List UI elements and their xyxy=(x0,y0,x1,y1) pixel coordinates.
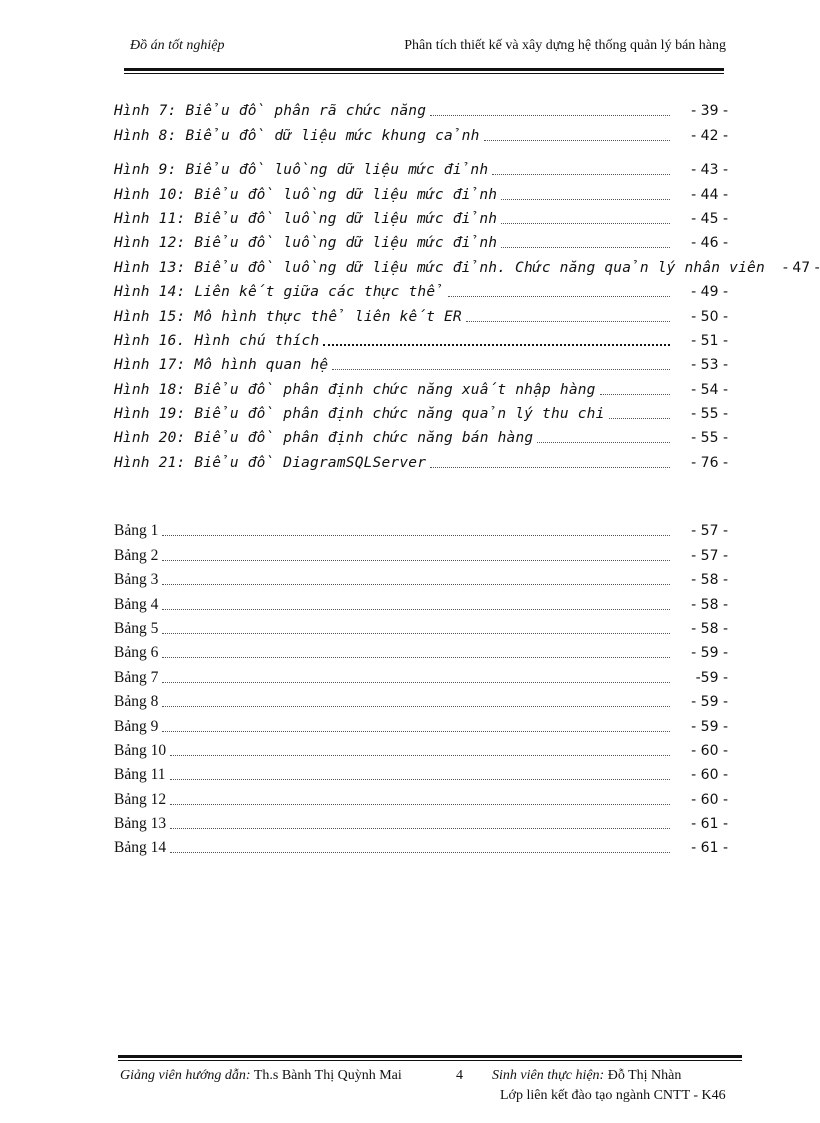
dot-leader xyxy=(430,115,670,116)
figure-entry[interactable] xyxy=(114,301,728,325)
figure-list xyxy=(114,96,820,472)
figure-entry-label: Hình 18: Biểu đồ phân định chức năng xuất nhập hàng xyxy=(114,381,596,398)
table-entry-label: Bảng 2 xyxy=(114,546,159,564)
table-entry-label: Bảng 5 xyxy=(114,619,159,637)
table-entry[interactable] xyxy=(114,516,728,540)
figure-entry-page: - 54 - xyxy=(691,381,728,398)
figure-entry-label: Hình 10: Biểu đồ luồng dữ liệu mức đỉnh xyxy=(114,186,498,203)
table-entry-label: Bảng 9 xyxy=(114,717,159,735)
footer-student-label: Sinh viên thực hiện: xyxy=(492,1068,605,1083)
figure-entry-label: Hình 7: Biểu đồ phân rã chức năng xyxy=(114,103,427,120)
footer-class: Lớp liên kết đào tạo ngành CNTT - K46 xyxy=(500,1088,726,1103)
table-entry[interactable] xyxy=(114,833,728,857)
dot-leader xyxy=(332,369,670,370)
figure-entry-page: - 43 - xyxy=(691,162,728,179)
table-entry-label: Bảng 14 xyxy=(114,839,167,857)
dot-leader xyxy=(609,418,670,419)
table-entry[interactable] xyxy=(114,540,728,564)
table-entry-label: Bảng 6 xyxy=(114,644,159,662)
table-entry-page: - 60 - xyxy=(691,742,728,759)
table-entry-label: Bảng 1 xyxy=(114,522,159,540)
footer-advisor-name: Th.s Bành Thị Quỳnh Mai xyxy=(253,1068,402,1083)
dot-leader xyxy=(448,296,670,297)
table-entry[interactable] xyxy=(114,614,728,638)
table-entry-label: Bảng 10 xyxy=(114,741,167,759)
footer-student xyxy=(492,1068,681,1084)
table-entry-label: Bảng 8 xyxy=(114,693,159,711)
table-entry[interactable] xyxy=(114,760,728,784)
figure-entry-page: - 39 - xyxy=(691,103,728,120)
dot-leader xyxy=(162,633,670,634)
header-rule xyxy=(124,68,724,71)
figure-entry-page: - 55 - xyxy=(691,430,728,447)
dot-leader xyxy=(492,174,670,175)
figure-entry[interactable] xyxy=(114,204,728,228)
figure-entry[interactable] xyxy=(114,277,728,301)
dot-leader xyxy=(162,682,670,683)
dot-leader xyxy=(484,140,670,141)
figure-entry-page: - 53 - xyxy=(691,357,728,374)
figure-entry-label: Hình 12: Biểu đồ luồng dữ liệu mức đỉnh xyxy=(114,235,498,252)
figure-entry[interactable] xyxy=(114,374,728,398)
figure-entry[interactable] xyxy=(114,179,728,203)
dot-leader xyxy=(162,706,670,707)
table-entry[interactable] xyxy=(114,662,728,686)
figure-entry-label: Hình 16. Hình chú thích xyxy=(114,332,320,349)
figure-entry-page: - 55 - xyxy=(691,406,728,423)
table-entry-page: - 58 - xyxy=(691,620,728,637)
table-entry[interactable] xyxy=(114,687,728,711)
footer-rule-thin xyxy=(118,1060,742,1061)
dot-leader xyxy=(501,223,670,224)
table-entry-label: Bảng 13 xyxy=(114,815,167,833)
dot-leader xyxy=(162,584,670,585)
figure-entry-page: - 44 - xyxy=(691,186,728,203)
table-entry[interactable] xyxy=(114,711,728,735)
table-entry[interactable] xyxy=(114,784,728,808)
table-entry-label: Bảng 7 xyxy=(114,668,159,686)
dot-leader xyxy=(323,344,670,346)
figure-entry-page: - 50 - xyxy=(691,308,728,325)
dot-leader xyxy=(466,321,670,322)
dot-leader xyxy=(170,779,670,780)
table-entry[interactable] xyxy=(114,589,728,613)
table-entry[interactable] xyxy=(114,809,728,833)
table-list xyxy=(114,516,728,857)
figure-entry-page: - 42 - xyxy=(691,127,728,144)
table-entry-page: - 57 - xyxy=(691,547,728,564)
footer-page-number: 4 xyxy=(456,1068,463,1083)
dot-leader xyxy=(501,247,670,248)
figure-entry-label: Hình 15: Mô hình thực thể liên kết ER xyxy=(114,308,462,325)
figure-entry[interactable] xyxy=(114,399,728,423)
figure-entry-label: Hình 19: Biểu đồ phân định chức năng quản lý thu chi xyxy=(114,406,605,423)
table-entry-page: - 58 - xyxy=(691,572,728,589)
figure-entry-page: - 51 - xyxy=(691,332,728,349)
table-entry-label: Bảng 12 xyxy=(114,790,167,808)
figure-entry-page: - 47 - xyxy=(782,259,820,276)
header-document-type: Đồ án tốt nghiệp xyxy=(130,38,225,53)
table-entry-page: - 59 - xyxy=(691,694,728,711)
table-entry-page: - 60 - xyxy=(691,791,728,808)
figure-entry-page: - 46 - xyxy=(691,235,728,252)
figure-entry-label: Hình 21: Biểu đồ DiagramSQLServer xyxy=(114,454,427,471)
figure-entry[interactable] xyxy=(114,350,728,374)
table-entry-label: Bảng 3 xyxy=(114,571,159,589)
dot-leader xyxy=(162,560,670,561)
figure-entry[interactable] xyxy=(114,423,728,447)
table-entry-label: Bảng 11 xyxy=(114,766,166,784)
figure-entry-page: - 76 - xyxy=(691,454,728,471)
figure-entry[interactable] xyxy=(114,326,728,350)
figure-entry-label: Hình 11: Biểu đồ luồng dữ liệu mức đỉnh xyxy=(114,210,498,227)
table-entry-page: - 60 - xyxy=(691,767,728,784)
footer-advisor xyxy=(120,1068,402,1084)
dot-leader xyxy=(170,804,670,805)
dot-leader xyxy=(170,852,670,853)
table-entry[interactable] xyxy=(114,565,728,589)
figure-entry[interactable] xyxy=(114,155,728,179)
dot-leader xyxy=(162,609,670,610)
figure-entry-label: Hình 8: Biểu đồ dữ liệu mức khung cảnh xyxy=(114,127,480,144)
dot-leader xyxy=(162,535,670,536)
table-entry-page: - 61 - xyxy=(691,840,728,857)
figure-entry[interactable] xyxy=(114,96,728,120)
header-rule-thin xyxy=(124,73,724,74)
dot-leader xyxy=(501,199,670,200)
figure-entry[interactable] xyxy=(114,120,728,144)
figure-entry[interactable] xyxy=(114,252,820,276)
figure-entry-label: Hình 9: Biểu đồ luồng dữ liệu mức đỉnh xyxy=(114,162,489,179)
figure-entry-label: Hình 13: Biểu đồ luồng dữ liệu mức đỉnh. Chức năng quản lý nhân viên xyxy=(114,259,765,276)
figure-entry[interactable] xyxy=(114,447,728,471)
dot-leader xyxy=(170,828,670,829)
table-entry[interactable] xyxy=(114,638,728,662)
footer-student-name: Đỗ Thị Nhàn xyxy=(607,1068,682,1083)
dot-leader xyxy=(600,394,670,395)
footer-advisor-label: Giảng viên hướng dẫn: xyxy=(120,1068,251,1083)
dot-leader xyxy=(162,731,670,732)
dot-leader xyxy=(430,467,670,468)
table-entry-page: - 57 - xyxy=(691,523,728,540)
figure-entry[interactable] xyxy=(114,228,728,252)
table-entry-page: - 58 - xyxy=(691,596,728,613)
table-entry-page: - 59 - xyxy=(691,718,728,735)
figure-entry-page: - 49 - xyxy=(691,284,728,301)
dot-leader xyxy=(537,442,670,443)
header-document-title: Phân tích thiết kế và xây dựng hệ thống quản lý bán hàng xyxy=(404,38,726,53)
figure-entry-label: Hình 17: Mô hình quan hệ xyxy=(114,357,329,374)
table-entry[interactable] xyxy=(114,736,728,760)
dot-leader xyxy=(170,755,670,756)
dot-leader xyxy=(162,657,670,658)
figure-entry-label: Hình 20: Biểu đồ phân định chức năng bán hàng xyxy=(114,430,534,447)
table-entry-label: Bảng 4 xyxy=(114,595,159,613)
footer-rule xyxy=(118,1055,742,1058)
table-entry-page: - 61 - xyxy=(691,816,728,833)
table-entry-page: -59 - xyxy=(695,669,728,686)
figure-entry-page: - 45 - xyxy=(691,210,728,227)
table-entry-page: - 59 - xyxy=(691,645,728,662)
figure-entry-label: Hình 14: Liên kết giữa các thực thể xyxy=(114,284,445,301)
